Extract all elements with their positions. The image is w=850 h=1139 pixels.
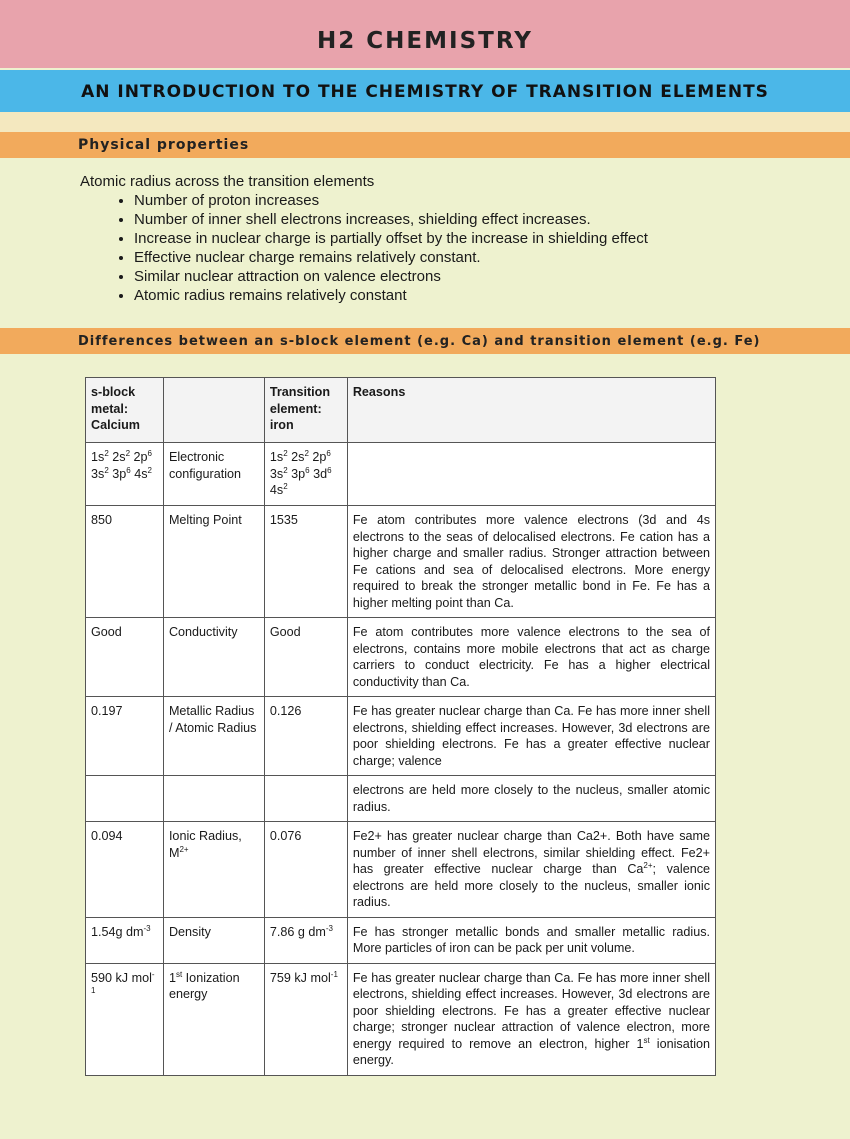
- table-row: [86, 776, 716, 822]
- fe-value: 0.076: [264, 822, 347, 918]
- fe-value: [264, 963, 347, 1075]
- ca-value: 850: [86, 506, 164, 618]
- ca-value: 0.197: [86, 697, 164, 776]
- property-name: Electronic configuration: [163, 443, 264, 506]
- ca-value: [86, 963, 164, 1075]
- fe-value: [264, 917, 347, 963]
- empty-cell: [264, 776, 347, 822]
- header-cell: [163, 378, 264, 443]
- ca-value: [86, 917, 164, 963]
- ie-reason: Fe has greater nuclear charge than Ca. Fe has more inner shell electrons, shielding effect increases. However, 3d electrons are poor shielding electrons. Fe has a greater effective nuclear charge; stronger nuclear attraction of valence electron, more energy required to remove an electron, higher 1st ionisation energy.: [352, 970, 710, 1067]
- econf-ca: $1s^2$ $2s^2$ $2p^6$ $3s^2$ $3p^6$ $4s^2$: [91, 448, 152, 481]
- reason-cell: [347, 443, 715, 506]
- empty-cell: [86, 776, 164, 822]
- ca-value: [86, 443, 164, 506]
- property-name: [163, 963, 264, 1075]
- ie-label: 1st Ionization energy: [168, 969, 240, 1001]
- atomic-radius-notes: [80, 172, 648, 305]
- ca-value: 0.094: [86, 822, 164, 918]
- reason-cell: Fe has greater nuclear charge than Ca. Fe has more inner shell electrons, shielding effect increases. However, 3d electrons are poor shielding electrons. Fe has a greater effective nuclear charge; valence: [347, 697, 715, 776]
- reason-cell: Fe atom contributes more valence electrons (3d and 4s electrons to the seas of delocalised electrons. Fe cation has a higher charge and smaller radius. Stronger attraction between Fe cations and sea of delocalised electrons. More energy required to break the stronger metallic bond in Fe. Fe has a higher melting point than Ca.: [347, 506, 715, 618]
- list-item: • Effective nuclear charge remains relatively constant.: [134, 248, 648, 267]
- header-cell: s-block metal: Calcium: [86, 378, 164, 443]
- table-row: [86, 506, 716, 618]
- property-name: Density: [163, 917, 264, 963]
- comparison-table: [85, 377, 716, 1076]
- decorative-strip: [0, 112, 850, 132]
- ca-value: Good: [86, 618, 164, 697]
- econf-fe: $1s^2$ $2s^2$ $2p^6$ $3s^2$ $3p^6$ $3d^6$ $4s^2$: [269, 448, 332, 497]
- fe-value: [264, 443, 347, 506]
- property-name: Metallic Radius / Atomic Radius: [163, 697, 264, 776]
- table-row: [86, 822, 716, 918]
- reason-cell: Fe atom contributes more valence electrons to the sea of electrons, contains more mobile electrons that act as charge carriers to conduct electricity. Fe has a higher electrical conductivity than Ca.: [347, 618, 715, 697]
- list-item: • Atomic radius remains relatively constant: [134, 286, 648, 305]
- fe-value: Good: [264, 618, 347, 697]
- intro-lead: Atomic radius across the transition elements: [80, 173, 375, 190]
- table-row: [86, 697, 716, 776]
- section-header-physical: [0, 132, 850, 158]
- table-row: [86, 963, 716, 1075]
- reason-cell: [347, 822, 715, 918]
- title-band: [0, 0, 850, 68]
- section-header-differences: [0, 328, 850, 354]
- empty-cell: [163, 776, 264, 822]
- list-item: • Number of inner shell electrons increases, shielding effect increases.: [134, 210, 648, 229]
- page-subtitle: AN INTRODUCTION TO THE CHEMISTRY OF TRANSITION ELEMENTS: [81, 82, 769, 102]
- property-name: Conductivity: [163, 618, 264, 697]
- header-cell: Transition element: iron: [264, 378, 347, 443]
- ionic-reason: Fe2+ has greater nuclear charge than Ca2+. Both have same number of inner shell electrons, similar shielding effect. Fe2+ has greater effective nuclear charge than $Ca^{2+}$; valence electrons are held more closely to the nucleus, smaller ionic radius.: [352, 829, 711, 909]
- page-title: H2 CHEMISTRY: [317, 28, 533, 54]
- intro-bullet-list: [80, 191, 648, 305]
- reason-cell: electrons are held more closely to the nucleus, smaller atomic radius.: [347, 776, 715, 822]
- reason-cell: Fe has stronger metallic bonds and smaller metallic radius. More particles of iron can be pack per unit volume.: [347, 917, 715, 963]
- ionic-radius-label: Ionic Radius, $M^{2+}$: [168, 829, 242, 860]
- section-title-physical: Physical properties: [78, 137, 250, 153]
- list-item: • Increase in nuclear charge is partially offset by the increase in shielding effect: [134, 229, 648, 248]
- section-title-differences: Differences between an s-block element (e.g. Ca) and transition element (e.g. Fe): [78, 334, 761, 349]
- property-name: Melting Point: [163, 506, 264, 618]
- list-item: • Number of proton increases: [134, 191, 648, 210]
- fe-value: 1535: [264, 506, 347, 618]
- list-item: • Similar nuclear attraction on valence electrons: [134, 267, 648, 286]
- fe-value: 0.126: [264, 697, 347, 776]
- header-cell: Reasons: [347, 378, 715, 443]
- ie-ca: 590 kJ mol$^{-1}$: [91, 969, 155, 995]
- table-row: [86, 443, 716, 506]
- table-row: [86, 917, 716, 963]
- subtitle-band: [0, 70, 850, 112]
- property-name: [163, 822, 264, 918]
- density-fe: 7.86 g $dm^{-3}$: [269, 923, 334, 939]
- table-row: [86, 618, 716, 697]
- density-ca: 1.54g $dm^{-3}$: [91, 923, 151, 939]
- table-header-row: [86, 378, 716, 443]
- ie-fe: 759 kJ mol$^{-1}$: [269, 969, 338, 985]
- reason-cell: [347, 963, 715, 1075]
